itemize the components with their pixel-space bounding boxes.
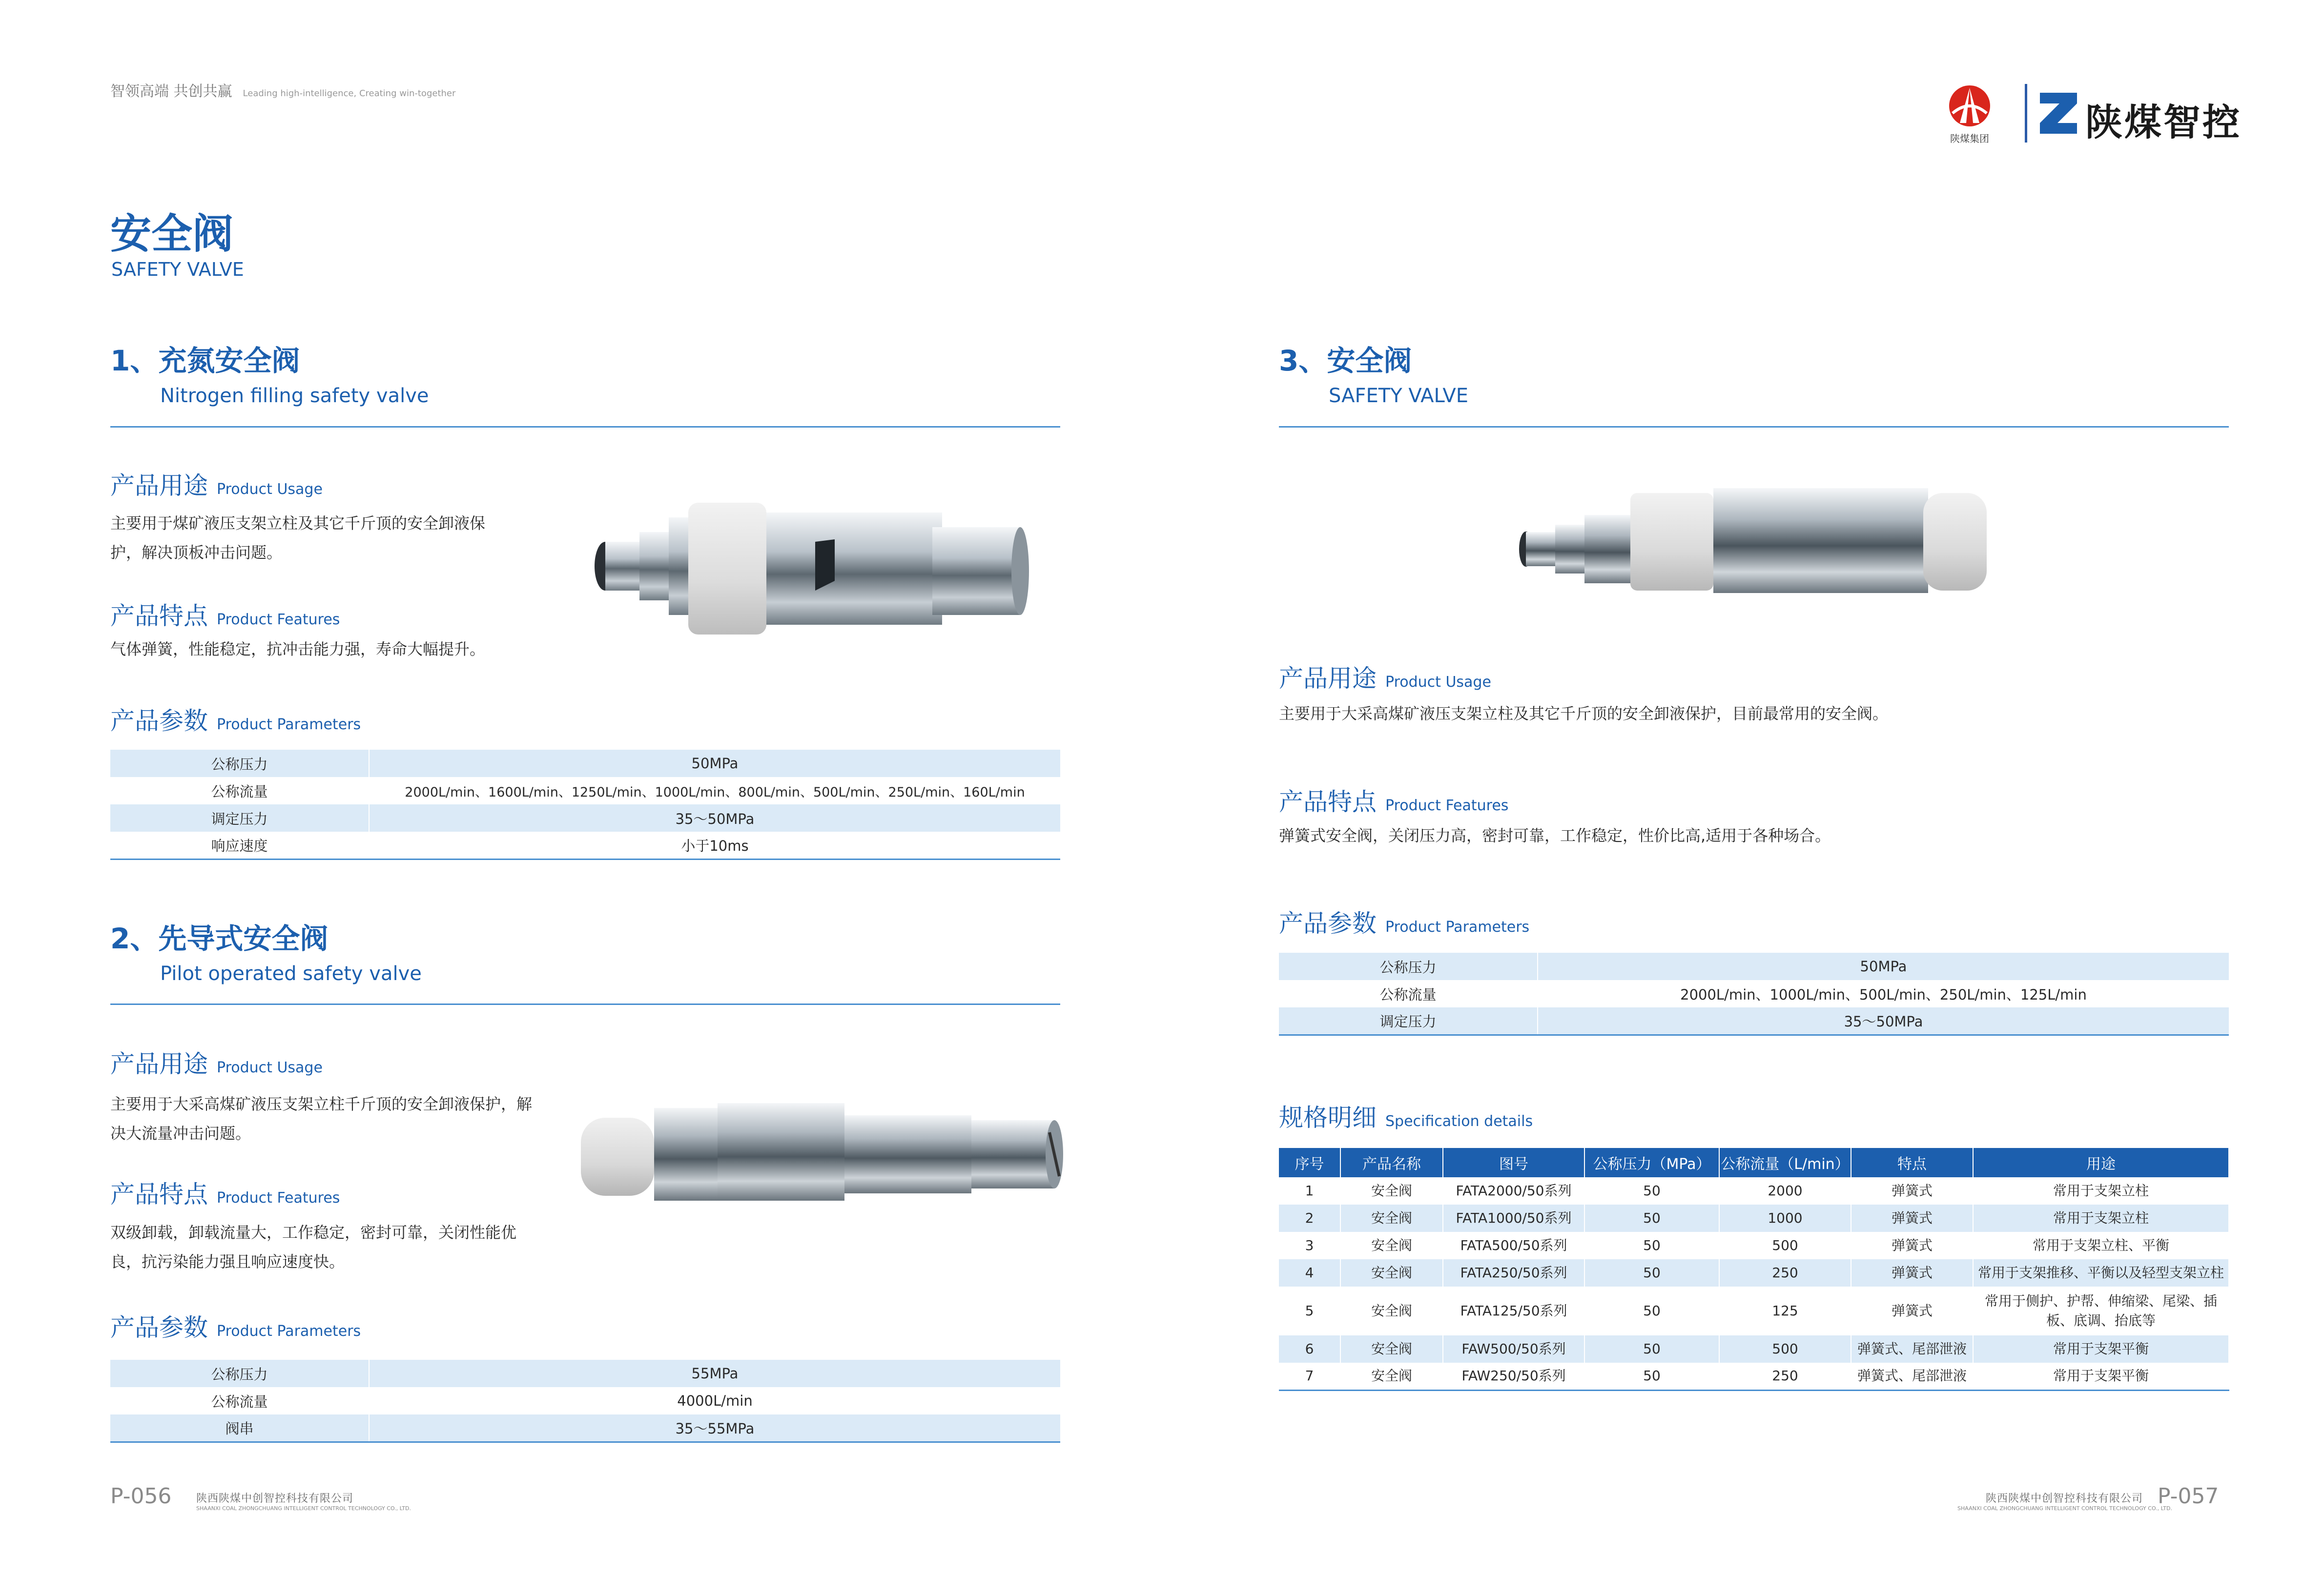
page-number-right: P-057	[2158, 1484, 2219, 1509]
spec-cell: 4	[1279, 1259, 1340, 1287]
usage-label-cn: 产品用途	[110, 1050, 208, 1078]
page-number-left: P-056	[110, 1484, 172, 1509]
features-label-en: Product Features	[1385, 797, 1509, 814]
table-row	[1279, 1287, 2229, 1335]
spec-cell: 5	[1279, 1287, 1340, 1335]
table-row	[1279, 1335, 2229, 1363]
param-key: 公称流量	[1279, 980, 1538, 1007]
spec-cell: 6	[1279, 1335, 1340, 1363]
usage-label-cn: 产品用途	[110, 471, 208, 500]
param-key: 公称压力	[110, 750, 369, 777]
section-2-features-heading	[110, 1175, 340, 1210]
spec-cell: 3	[1279, 1232, 1340, 1259]
section-2-features-text: 双级卸载，卸载流量大，工作稳定，密封可靠，关闭性能优良，抗污染能力强且响应速度快。	[110, 1223, 517, 1271]
param-key: 响应速度	[110, 832, 369, 859]
spec-cell: 50	[1584, 1205, 1719, 1232]
params-label-cn: 产品参数	[110, 707, 208, 735]
footer-company-left	[196, 1490, 411, 1512]
brand-name: 陕煤智控	[2085, 101, 2242, 144]
spec-cell: 500	[1719, 1335, 1851, 1363]
spec-cell: 50	[1584, 1177, 1719, 1205]
brand-logo-icon	[2038, 89, 2079, 138]
spec-cell: 2000	[1719, 1177, 1851, 1205]
features-label-cn: 产品特点	[110, 602, 208, 630]
section-1-subtitle: Nitrogen filling safety valve	[160, 385, 429, 407]
spec-cell: FAW250/50系列	[1443, 1363, 1584, 1390]
page-title-en: SAFETY VALVE	[111, 259, 244, 280]
spec-cell: 常用于支架立柱	[1973, 1177, 2229, 1205]
param-value: 50MPa	[369, 750, 1060, 777]
section-2-title: 2、先导式安全阀	[110, 922, 329, 955]
table-row	[1279, 953, 2229, 980]
group-logo-caption: 陕煤集团	[1950, 133, 1989, 144]
section-2-subtitle: Pilot operated safety valve	[160, 963, 422, 985]
section-2-params-table	[110, 1360, 1060, 1443]
spec-cell: 安全阀	[1340, 1205, 1443, 1232]
spec-cell: 弹簧式	[1851, 1232, 1973, 1259]
params-label-cn: 产品参数	[110, 1313, 208, 1342]
spec-cell: 安全阀	[1340, 1259, 1443, 1287]
spec-cell: FAW500/50系列	[1443, 1335, 1584, 1363]
spec-header-cell: 产品名称	[1340, 1148, 1443, 1177]
section-2-params-heading	[110, 1308, 361, 1343]
spring-valve-image	[1518, 488, 1996, 595]
section-1-rule	[110, 426, 1060, 428]
spec-cell: 安全阀	[1340, 1335, 1443, 1363]
param-value: 2000L/min、1600L/min、1250L/min、1000L/min、800L/min、500L/min、250L/min、160L/min	[405, 784, 1025, 800]
spec-cell: 50	[1584, 1232, 1719, 1259]
spec-cell: 1000	[1719, 1205, 1851, 1232]
spec-cell: 常用于支架推移、平衡以及轻型支架立柱	[1973, 1259, 2229, 1287]
section-1-title: 1、充氮安全阀	[110, 344, 300, 377]
section-3-features-text: 弹簧式安全阀，关闭压力高，密封可靠，工作稳定，性价比高,适用于各种场合。	[1279, 826, 1831, 845]
table-row	[110, 832, 1060, 859]
spec-cell: FATA500/50系列	[1443, 1232, 1584, 1259]
spec-label-en: Specification details	[1385, 1113, 1533, 1130]
usage-label-en: Product Usage	[217, 1059, 323, 1076]
params-label-en: Product Parameters	[217, 1323, 361, 1340]
section-3-usage-text: 主要用于大采高煤矿液压支架立柱及其它千斤顶的安全卸液保护，目前最常用的安全阀。	[1279, 704, 1889, 723]
footer-company-en: SHAANXI COAL ZHONGCHUANG INTELLIGENT CONTROL TECHNOLOGY CO., LTD.	[196, 1505, 411, 1512]
section-2-rule	[110, 1004, 1060, 1005]
section-3-params-table	[1279, 953, 2229, 1036]
section-3-title: 3、安全阀	[1279, 344, 1412, 377]
slogan-en: Leading high-intelligence, Creating win-together	[243, 88, 456, 99]
usage-label-en: Product Usage	[1385, 674, 1491, 691]
spec-cell: 7	[1279, 1363, 1340, 1390]
param-value: 小于10ms	[369, 832, 1060, 859]
spec-header-cell: 图号	[1443, 1148, 1584, 1177]
header-slogan	[110, 79, 455, 101]
table-row	[1279, 1232, 2229, 1259]
spec-header-cell: 公称压力（MPa）	[1584, 1148, 1719, 1177]
spec-cell: 50	[1584, 1363, 1719, 1390]
section-3-features-heading	[1279, 782, 1508, 818]
table-row	[110, 777, 1060, 804]
param-value: 35～50MPa	[1538, 1007, 2229, 1035]
param-value: 35～55MPa	[369, 1414, 1060, 1442]
table-row	[110, 1387, 1060, 1414]
section-1-usage-heading	[110, 466, 323, 501]
slogan-cn: 智领高端 共创共赢	[110, 83, 232, 100]
features-label-cn: 产品特点	[110, 1180, 208, 1208]
section-2-usage-text: 主要用于大采高煤矿液压支架立柱千斤顶的安全卸液保护，解决大流量冲击问题。	[110, 1095, 533, 1143]
spec-cell: FATA1000/50系列	[1443, 1205, 1584, 1232]
features-label-cn: 产品特点	[1279, 788, 1377, 816]
spec-cell: 安全阀	[1340, 1232, 1443, 1259]
spec-cell: 500	[1719, 1232, 1851, 1259]
spec-cell: 50	[1584, 1259, 1719, 1287]
spec-label-cn: 规格明细	[1279, 1104, 1377, 1132]
spec-cell: FATA125/50系列	[1443, 1287, 1584, 1335]
spec-cell: 常用于支架平衡	[1973, 1335, 2229, 1363]
spec-cell: FATA250/50系列	[1443, 1259, 1584, 1287]
spec-cell: 2	[1279, 1205, 1340, 1232]
spec-header-row	[1279, 1148, 2229, 1177]
spec-header-cell: 序号	[1279, 1148, 1340, 1177]
param-key: 公称压力	[1279, 953, 1538, 980]
param-key: 调定压力	[110, 804, 369, 832]
table-row	[1279, 1259, 2229, 1287]
spec-cell: 常用于侧护、护帮、伸缩梁、尾梁、插板、底调、抬底等	[1973, 1287, 2229, 1335]
page-title: 安全阀	[110, 210, 234, 258]
param-key: 公称流量	[110, 777, 369, 804]
params-label-cn: 产品参数	[1279, 909, 1377, 938]
table-row	[1279, 1205, 2229, 1232]
param-key: 公称压力	[110, 1360, 369, 1387]
spec-cell: 弹簧式	[1851, 1259, 1973, 1287]
group-logo-icon	[1943, 84, 1996, 128]
spec-table	[1279, 1148, 2229, 1391]
spec-cell: 250	[1719, 1363, 1851, 1390]
spec-header-cell: 特点	[1851, 1148, 1973, 1177]
table-row	[110, 1360, 1060, 1387]
table-row	[110, 804, 1060, 832]
spec-cell: 安全阀	[1340, 1363, 1443, 1390]
spec-cell: 常用于支架平衡	[1973, 1363, 2229, 1390]
section-2-usage-heading	[110, 1045, 323, 1080]
spec-cell: 安全阀	[1340, 1287, 1443, 1335]
spec-cell: 1	[1279, 1177, 1340, 1205]
spec-cell: 弹簧式	[1851, 1205, 1973, 1232]
features-label-en: Product Features	[217, 611, 340, 628]
footer-company-right	[1957, 1490, 2172, 1512]
param-key: 公称流量	[110, 1387, 369, 1414]
pilot-valve-image	[581, 1098, 1064, 1210]
spec-cell: 弹簧式	[1851, 1177, 1973, 1205]
spec-header-cell: 用途	[1973, 1148, 2229, 1177]
footer-company-cn: 陕西陕煤中创智控科技有限公司	[196, 1493, 354, 1505]
param-value: 2000L/min、1000L/min、500L/min、250L/min、125L/min	[1680, 986, 2087, 1003]
spec-cell: 常用于支架立柱、平衡	[1973, 1232, 2229, 1259]
param-key: 调定压力	[1279, 1007, 1538, 1035]
spec-heading	[1279, 1098, 1533, 1133]
table-row	[1279, 1177, 2229, 1205]
logo-divider	[2025, 84, 2027, 143]
param-value: 50MPa	[1538, 953, 2229, 980]
nitrogen-valve-image	[591, 493, 1049, 649]
section-3-subtitle: SAFETY VALVE	[1329, 385, 1469, 407]
spec-cell: 50	[1584, 1287, 1719, 1335]
param-value: 35～50MPa	[369, 804, 1060, 832]
section-1-usage-text: 主要用于煤矿液压支架立柱及其它千斤顶的安全卸液保护，解决顶板冲击问题。	[110, 514, 486, 562]
table-row	[110, 750, 1060, 777]
param-value: 4000L/min	[677, 1393, 753, 1409]
usage-label-cn: 产品用途	[1279, 664, 1377, 693]
spec-header-cell: 公称流量（L/min）	[1719, 1148, 1851, 1177]
spec-cell: FATA2000/50系列	[1443, 1177, 1584, 1205]
features-label-en: Product Features	[217, 1189, 340, 1207]
section-1-features-text: 气体弹簧，性能稳定，抗冲击能力强，寿命大幅提升。	[110, 640, 486, 658]
section-3-rule	[1279, 426, 2229, 428]
footer-company-cn: 陕西陕煤中创智控科技有限公司	[1985, 1493, 2143, 1505]
section-1-params-heading	[110, 701, 361, 737]
table-row	[1279, 1007, 2229, 1035]
spec-cell: 50	[1584, 1335, 1719, 1363]
table-row	[110, 1414, 1060, 1442]
param-value: 55MPa	[369, 1360, 1060, 1387]
usage-label-en: Product Usage	[217, 481, 323, 498]
spec-cell: 弹簧式、尾部泄液	[1851, 1363, 1973, 1390]
spec-cell: 常用于支架立柱	[1973, 1205, 2229, 1232]
spec-cell: 弹簧式、尾部泄液	[1851, 1335, 1973, 1363]
section-1-params-table	[110, 750, 1060, 860]
spec-cell: 弹簧式	[1851, 1287, 1973, 1335]
section-3-params-heading	[1279, 904, 1529, 939]
params-label-en: Product Parameters	[1385, 919, 1530, 936]
table-row	[1279, 980, 2229, 1007]
params-label-en: Product Parameters	[217, 716, 361, 733]
section-3-usage-heading	[1279, 659, 1491, 694]
section-1-features-heading	[110, 596, 340, 632]
table-row	[1279, 1363, 2229, 1390]
footer-company-en: SHAANXI COAL ZHONGCHUANG INTELLIGENT CONTROL TECHNOLOGY CO., LTD.	[1957, 1505, 2172, 1512]
spec-cell: 安全阀	[1340, 1177, 1443, 1205]
param-key: 阀串	[110, 1414, 369, 1442]
spec-cell: 250	[1719, 1259, 1851, 1287]
spec-cell: 125	[1719, 1287, 1851, 1335]
